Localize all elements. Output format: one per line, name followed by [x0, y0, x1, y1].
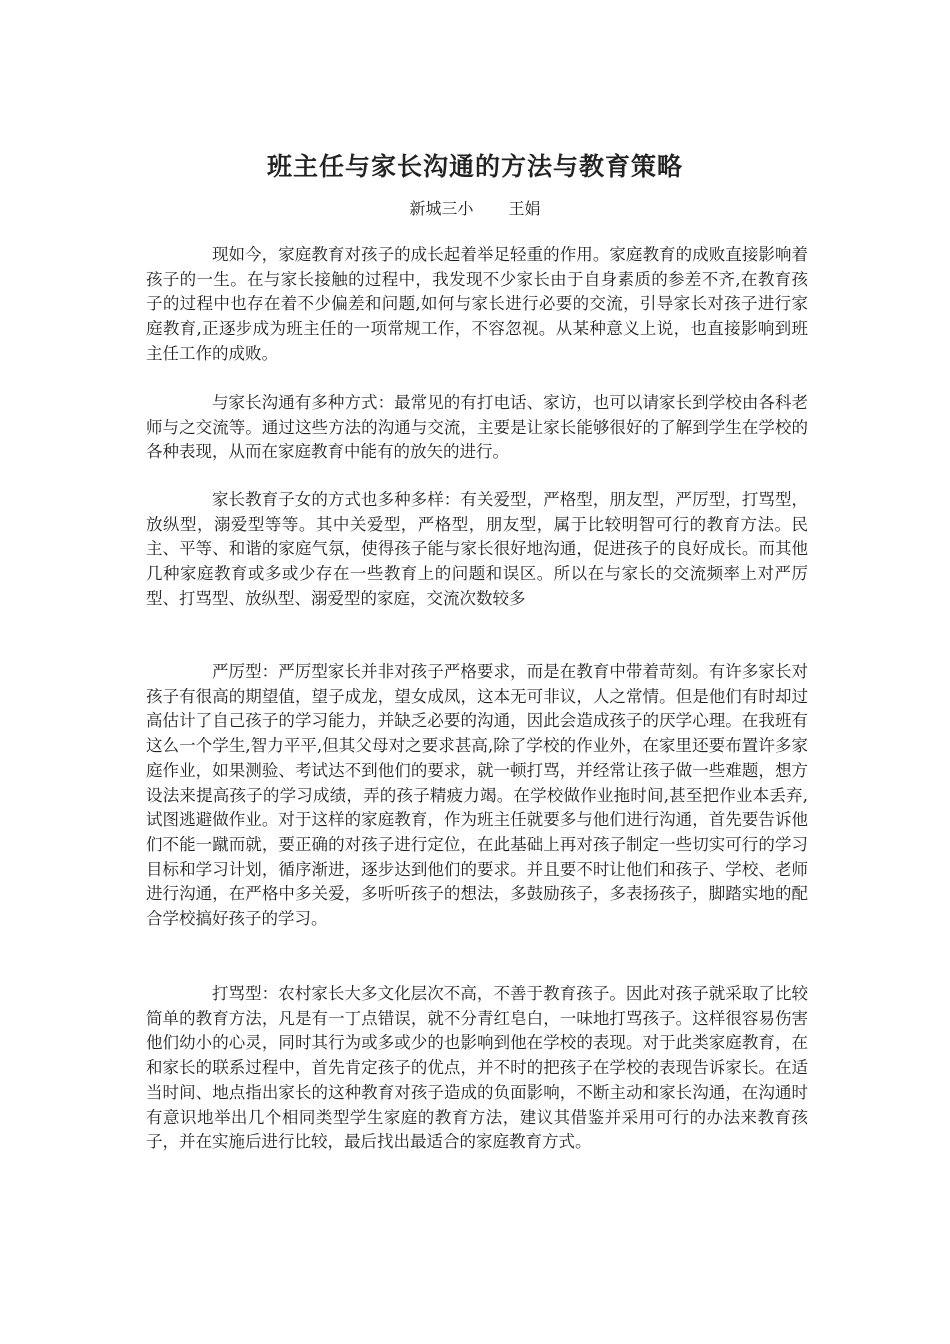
paragraph-parenting-styles: 家长教育子女的方式也多种多样：有关爱型，严格型，朋友型，严厉型，打骂型，放纵型，溺爱型等等。其中关爱型，严格型，朋友型，属于比较明智可行的教育方法。民主、平等、和谐的家庭气氛，使得孩子能与家长很好地沟通，促进孩子的良好成长。而其他几种家庭教育或多或少存在一些教育上的问题和误区。所以在与家长的交流频率上对严厉型、打骂型、放纵型、溺爱型的家庭，交流次数较多: [146, 490, 808, 608]
author-school: 新城三小: [409, 199, 474, 218]
author-name: 王娟: [508, 199, 541, 218]
byline: [0, 196, 950, 222]
paragraph-strict-type: 严厉型：严厉型家长并非对孩子严格要求，而是在教育中带着苛刻。有许多家长对孩子有很高的期望值，望子成龙，望女成凤，这本无可非议，人之常情。但是他们有时却过高估计了自己孩子的学习能力，并缺乏必要的沟通，因此会造成孩子的厌学心理。在我班有这么一个学生,智力平平,但其父母对之要求甚高,除了学校的作业外，在家里还要布置许多家庭作业，如果测验、考试达不到他们的要求，就一顿打骂，并经常让孩子做一些难题，想方设法来提高孩子的学习成绩，弄的孩子精疲力竭。在学校做作业拖时间,甚至把作业本丢弃,试图逃避做作业。对于这样的家庭教育，作为班主任就要多与他们进行沟通，首先要告诉他们不能一蹴而就，要正确的对孩子进行定位，在此基础上再对孩子制定一些切实可行的学习目标和学习计划，循序渐进，逐步达到他们的要求。并且要不时让他们和孩子、学校、老师进行沟通，在严格中多关爱，多听听孩子的想法，多鼓励孩子，多表扬孩子，脚踏实地的配合学校搞好孩子的学习。: [146, 662, 808, 929]
paragraph-communication-methods: 与家长沟通有多种方式：最常见的有打电话、家访，也可以请家长到学校由各科老师与之交流等。通过这些方法的沟通与交流，主要是让家长能够很好的了解到学生在学校的各种表现，从而在家庭教育中能有的放矢的进行。: [146, 393, 808, 462]
paragraph-intro: 现如今，家庭教育对孩子的成长起着举足轻重的作用。家庭教育的成败直接影响着孩子的一生。在与家长接触的过程中，我发现不少家长由于自身素质的参差不齐,在教育孩子的过程中也存在着不少偏差和问题,如何与家长进行必要的交流，引导家长对孩子进行家庭教育,正逐步成为班主任的一项常规工作，不容忽视。从某种意义上说，也直接影响到班主任工作的成败。: [146, 245, 808, 363]
document-title: 班主任与家长沟通的方法与教育策略: [266, 151, 683, 181]
paragraph-beating-type: 打骂型：农村家长大多文化层次不高，不善于教育孩子。因此对孩子就采取了比较简单的教育方法，凡是有一丁点错误，就不分青红皂白，一味地打骂孩子。这样很容易伤害他们幼小的心灵，同时其行为或多或少的也影响到他在学校的表现。对于此类家庭教育，在和家长的联系过程中，首先肯定孩子的优点，并不时的把孩子在学校的表现告诉家长。在适当时间、地点指出家长的这种教育对孩子造成的负面影响，不断主动和家长沟通，在沟通时有意识地举出几个相同类型学生家庭的教育方法，建议其借鉴并采用可行的办法来教育孩子，并在实施后进行比较，最后找出最适合的家庭教育方式。: [146, 984, 808, 1152]
